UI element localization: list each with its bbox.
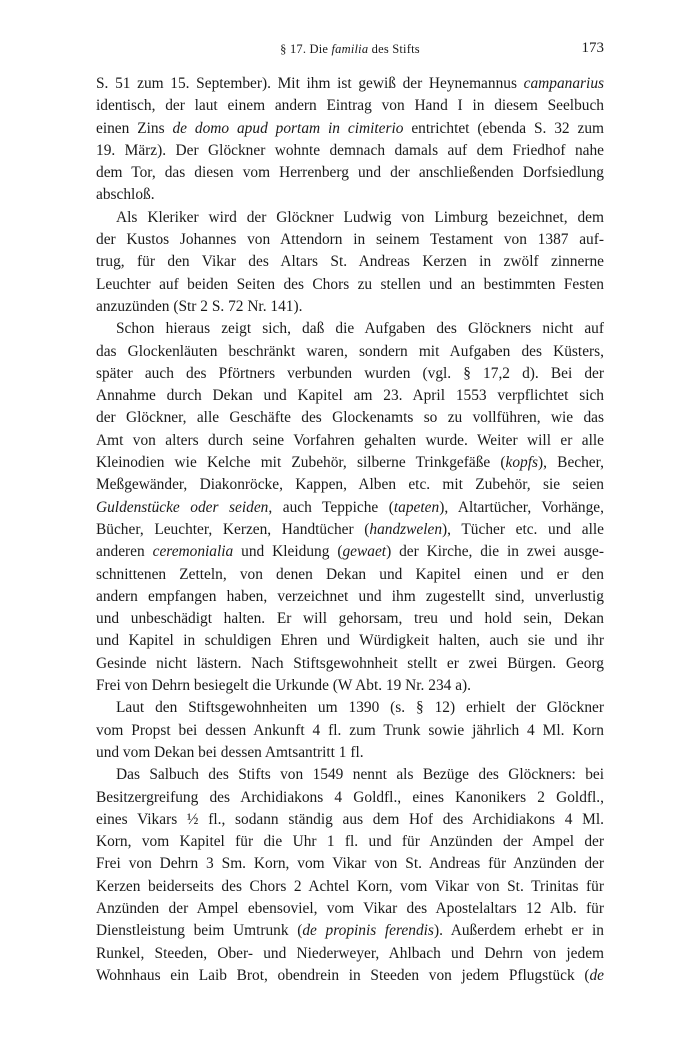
text-run: Meßgewänder, Diakonröcke, Kappen, Alben etc. mit Zubehör, sie seien [96, 476, 604, 494]
text-run: Korn, vom Kapitel für die Uhr 1 fl. und für Anzünden der Ampel der [96, 833, 604, 851]
text-line [96, 95, 604, 117]
text-line [96, 162, 604, 184]
text-line [96, 519, 604, 541]
text-line [96, 630, 604, 652]
italic-text: gewaet [342, 543, 387, 561]
text-line [96, 853, 604, 875]
text-run: und Kleidung ( [233, 543, 343, 561]
text-run: das Glockenläuten beschränkt waren, sondern mit Aufgaben des Küsters, [96, 342, 604, 360]
page-number: 173 [581, 40, 604, 56]
text-line [96, 920, 604, 942]
italic-text: ceremonialia [152, 543, 234, 561]
text-line [96, 675, 604, 697]
section-title-prefix: § 17. Die [280, 42, 332, 56]
text-line [96, 541, 604, 563]
section-title [96, 42, 604, 57]
text-line [96, 274, 604, 296]
text-line [96, 296, 604, 318]
text-run: später auch des Pförtners verbunden wurden (vgl. § 17,2 d). Bei der [96, 364, 604, 382]
text-run: anderen [96, 543, 153, 561]
text-run: ) der Kirche, die in zwei ausge- [386, 543, 604, 561]
text-run: Laut den Stiftsgewohnheiten um 1390 (s. § 12) erhielt der Glöckner [116, 699, 604, 717]
text-run: Bücher, Leuchter, Kerzen, Handtücher ( [96, 520, 370, 538]
text-run: ), Becher, [538, 454, 604, 472]
text-run: und Kapitel in schuldigen Ehren und Würdigkeit halten, auch sie und ihr [96, 632, 604, 650]
text-run: Frei von Dehrn 3 Sm. Korn, vom Vikar von St. Andreas für Anzünden der [96, 855, 604, 873]
text-run: einen Zins [96, 119, 173, 137]
text-run: Besitzergreifung des Archidiakons 4 Goldfl., eines Kanonikers 2 Goldfl., [96, 788, 604, 806]
text-run: Wohnhaus ein Laib Brot, obendrein in Steeden von jedem Pflugstück ( [96, 966, 590, 984]
text-line [96, 809, 604, 831]
text-run: Frei von Dehrn besiegelt die Urkunde (W Abt. 19 Nr. 234 a). [96, 677, 471, 695]
text-line [96, 965, 604, 987]
text-run: Amt von alters durch seine Vorfahren gehalten wurde. Weiter will er alle [96, 431, 604, 449]
text-line [96, 118, 604, 140]
text-line [96, 764, 604, 786]
italic-text: kopfs [505, 454, 539, 472]
text-line [96, 474, 604, 496]
text-run: Das Salbuch des Stifts von 1549 nennt als Bezüge des Glöckners: bei [116, 766, 604, 784]
text-line [96, 229, 604, 251]
text-line [96, 586, 604, 608]
text-run: trug, für den Vikar des Altars St. Andreas Kerzen in zwölf zinnerne [96, 253, 604, 271]
italic-text: handzwelen [369, 520, 443, 538]
text-line [96, 140, 604, 162]
text-run: ), Tücher etc. und alle [442, 520, 604, 538]
italic-text: de [589, 966, 604, 984]
text-run: abschloß. [96, 186, 155, 204]
text-line [96, 653, 604, 675]
text-run: Gesinde nicht lästern. Nach Stiftsgewohnheit stellt er zwei Bürgen. Georg [96, 654, 604, 672]
text-run: entrichtet (ebenda S. 32 zum [403, 119, 604, 137]
body-text [96, 73, 604, 987]
text-run: der Glöckner, alle Geschäfte des Glockenamts so zu vollführen, wie das [96, 409, 604, 427]
text-line [96, 407, 604, 429]
text-line [96, 251, 604, 273]
italic-text: de propinis ferendis [302, 922, 434, 940]
text-line [96, 341, 604, 363]
text-line [96, 876, 604, 898]
text-line [96, 430, 604, 452]
text-run: schnittenen Zetteln, von denen Dekan und Kapitel einen und er den [96, 565, 604, 583]
text-run: Dienstleistung beim Umtrunk ( [96, 922, 303, 940]
text-run: ), Altartücher, Vorhänge, [439, 498, 604, 516]
text-line [96, 318, 604, 340]
text-line [96, 720, 604, 742]
text-run: Kerzen beiderseits des Chors 2 Achtel Korn, vom Vikar von St. Trinitas für [96, 877, 604, 895]
text-run: ). Außerdem erhebt er in [433, 922, 604, 940]
text-run: eines Vikars ½ fl., sodann ständig aus dem Hof des Archidiakons 4 Ml. [96, 810, 604, 828]
text-run: und unbeschädigt halten. Er will gehorsam, treu und hold sein, Dekan [96, 610, 604, 628]
text-line [96, 497, 604, 519]
italic-text: tapeten [393, 498, 440, 516]
text-line [96, 564, 604, 586]
text-run: der Kustos Johannes von Attendorn in seinem Testament von 1387 auf- [96, 231, 604, 249]
text-run: S. 51 zum 15. September). Mit ihm ist gewiß der Heynemannus [96, 75, 524, 92]
text-line [96, 452, 604, 474]
text-run: andern empfangen haben, verzeichnet und ihm zugestellt sind, unverlustig [96, 587, 604, 605]
italic-text: campanarius [523, 75, 604, 92]
text-line [96, 898, 604, 920]
text-run: Als Kleriker wird der Glöckner Ludwig von Limburg bezeichnet, dem [116, 208, 604, 226]
text-line [96, 742, 604, 764]
text-line [96, 385, 604, 407]
italic-text: de domo apud portam in cimiterio [172, 119, 404, 137]
text-run: Kleinodien wie Kelche mit Zubehör, silberne Trinkgefäße ( [96, 454, 506, 472]
text-run: vom Propst bei dessen Ankunft 4 fl. zum Trunk sowie jährlich 4 Ml. Korn [96, 721, 604, 739]
text-run: Leuchter auf beiden Seiten des Chors zu stellen und an bestimmten Festen [96, 275, 604, 293]
text-line [96, 73, 604, 95]
text-run: Anzünden der Ampel ebensoviel, vom Vikar des Apostelaltars 12 Alb. für [96, 899, 604, 917]
text-run: und vom Dekan bei dessen Amtsantritt 1 fl. [96, 743, 364, 761]
text-run: dem Tor, das diesen vom Herrenberg und der anschließenden Dorfsiedlung [96, 164, 604, 182]
text-line [96, 943, 604, 965]
section-title-italic: familia [331, 42, 369, 56]
text-run: Annahme durch Dekan und Kapitel am 23. April 1553 verpflichtet sich [96, 387, 604, 405]
text-run: identisch, der laut einem andern Eintrag von Hand I in diesem Seelbuch [96, 97, 604, 115]
text-line [96, 363, 604, 385]
text-line [96, 697, 604, 719]
italic-text: Guldenstücke oder seiden [96, 498, 269, 516]
text-line [96, 831, 604, 853]
text-line [96, 608, 604, 630]
text-run: Schon hieraus zeigt sich, daß die Aufgaben des Glöckners nicht auf [116, 320, 604, 338]
text-run: Runkel, Steeden, Ober- und Niederweyer, Ahlbach und Dehrn von jedem [96, 944, 604, 962]
text-line [96, 207, 604, 229]
text-run: anzuzünden (Str 2 S. 72 Nr. 141). [96, 297, 303, 315]
running-header [96, 40, 604, 60]
text-run: 19. März). Der Glöckner wohnte demnach damals auf dem Friedhof nahe [96, 141, 604, 159]
text-run: , auch Teppiche ( [268, 498, 394, 516]
text-line [96, 787, 604, 809]
text-line [96, 184, 604, 206]
section-title-suffix: des Stifts [368, 42, 420, 56]
